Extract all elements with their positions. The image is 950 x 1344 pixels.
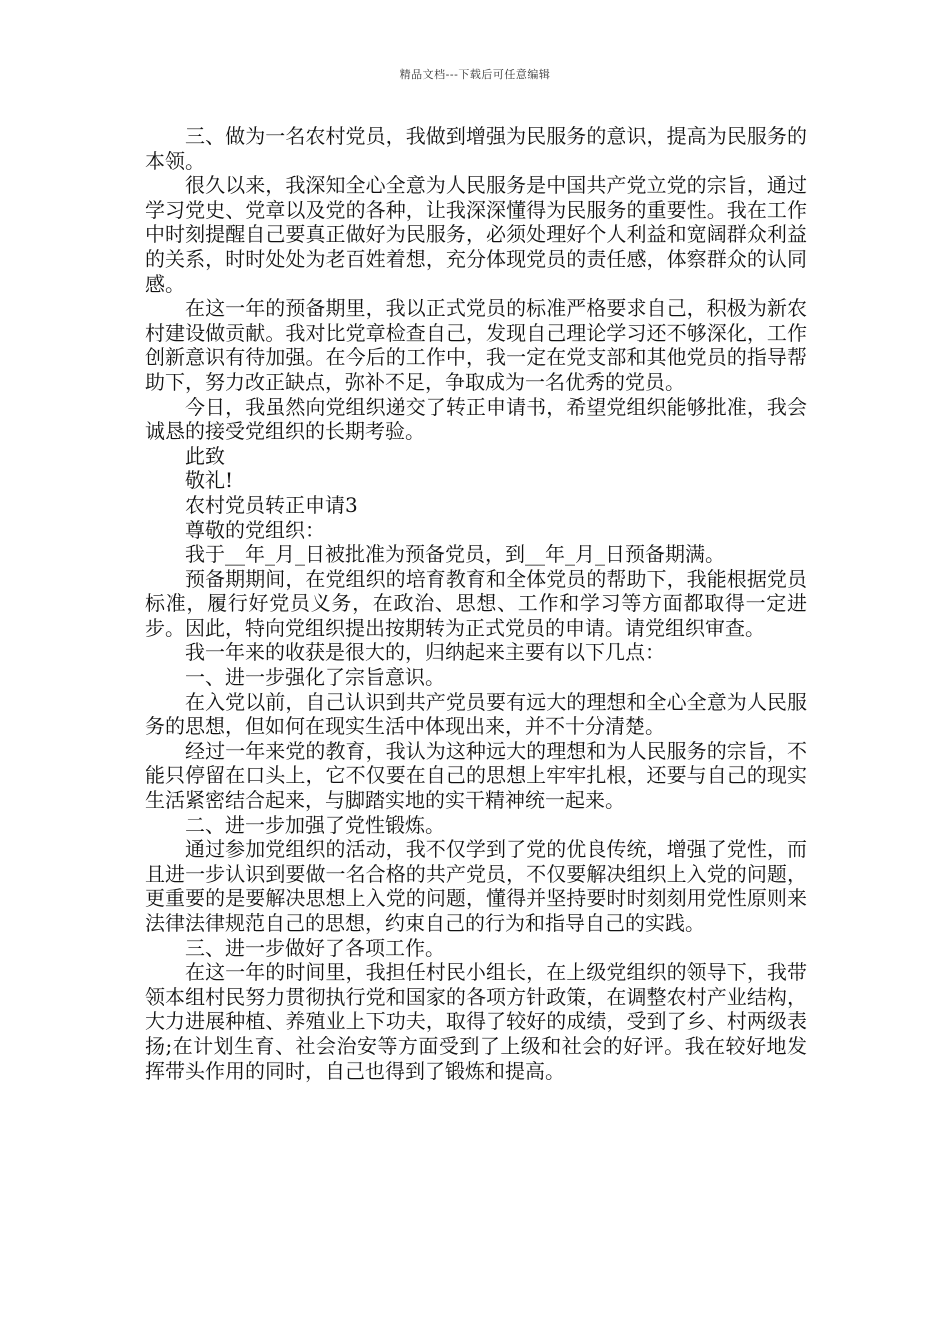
page-header: 精品文档---下载后可任意编辑 xyxy=(399,68,551,81)
paragraph: 在这一年的预备期里，我以正式党员的标准严格要求自己，积极为新农村建设做贡献。我对比党章检查自己，发现自己理论学习还不够深化，工作创新意识有待加强。在今后的工作中，我一定在党支部和其他党员的指导帮助下，努力改正缺点，弥补不足，争取成为一名优秀的党员。 xyxy=(145,296,807,394)
point-heading: 二、进一步加强了党性锻炼。 xyxy=(185,812,445,837)
paragraph: 我一年来的收获是很大的，归纳起来主要有以下几点： xyxy=(185,640,665,665)
section-title: 农村党员转正申请3 xyxy=(185,492,358,517)
point-heading: 一、进一步强化了宗旨意识。 xyxy=(185,665,445,690)
closing-salutation: 此致 xyxy=(185,443,225,468)
greeting: 尊敬的党组织： xyxy=(185,517,325,542)
closing-respect: 敬礼! xyxy=(185,468,234,493)
paragraph: 在入党以前，自己认识到共产党员要有远大的理想和全心全意为人民服务的思想，但如何在现实生活中体现出来，并不十分清楚。 xyxy=(145,689,807,739)
paragraph: 经过一年来党的教育，我认为这种远大的理想和为人民服务的宗旨，不能只停留在口头上，它不仅要在自己的思想上牢牢扎根，还要与自己的现实生活紧密结合起来，与脚踏实地的实干精神统一起来。 xyxy=(145,738,807,813)
paragraph: 今日，我虽然向党组织递交了转正申请书，希望党组织能够批准，我会诚恳的接受党组织的长期考验。 xyxy=(145,394,807,444)
paragraph: 预备期期间，在党组织的培育教育和全体党员的帮助下，我能根据党员标准，履行好党员义务，在政治、思想、工作和学习等方面都取得一定进步。因此，特向党组织提出按期转为正式党员的申请。请党组织审查。 xyxy=(145,566,807,640)
paragraph: 三、做为一名农村党员，我做到增强为民服务的意识，提高为民服务的本领。 xyxy=(145,124,807,173)
paragraph: 很久以来，我深知全心全意为人民服务是中国共产党立党的宗旨，通过学习党史、党章以及党的各种，让我深深懂得为民服务的重要性。我在工作中时刻提醒自己要真正做好为民服务，必须处理好个人利益和宽阔群众利益的关系，时时处处为老百姓着想，充分体现党员的责任感，体察群众的认同感。 xyxy=(145,173,807,296)
point-heading: 三、进一步做好了各项工作。 xyxy=(185,935,445,960)
paragraph: 在这一年的时间里，我担任村民小组长，在上级党组织的领导下，我带领本组村民努力贯彻执行党和国家的各项方针政策，在调整农村产业结构，大力进展种植、养殖业上下功夫，取得了较好的成绩，受到了乡、村两级表扬;在计划生育、社会治安等方面受到了上级和社会的好评。我在较好地发挥带头作用的同时，自己也得到了锻炼和提高。 xyxy=(145,960,807,1083)
paragraph: 我于__年_月_日被批准为预备党员，到__年_月_日预备期满。 xyxy=(185,542,725,567)
paragraph: 通过参加党组织的活动，我不仅学到了党的优良传统，增强了党性，而且进一步认识到要做一名合格的共产党员，不仅要解决组织上入党的问题，更重要的是要解决思想上入党的问题，懂得并坚持要时时刻刻用党性原则来法律法律规范自己的思想，约束自己的行为和指导自己的实践。 xyxy=(145,837,807,935)
document-body xyxy=(145,124,807,1083)
